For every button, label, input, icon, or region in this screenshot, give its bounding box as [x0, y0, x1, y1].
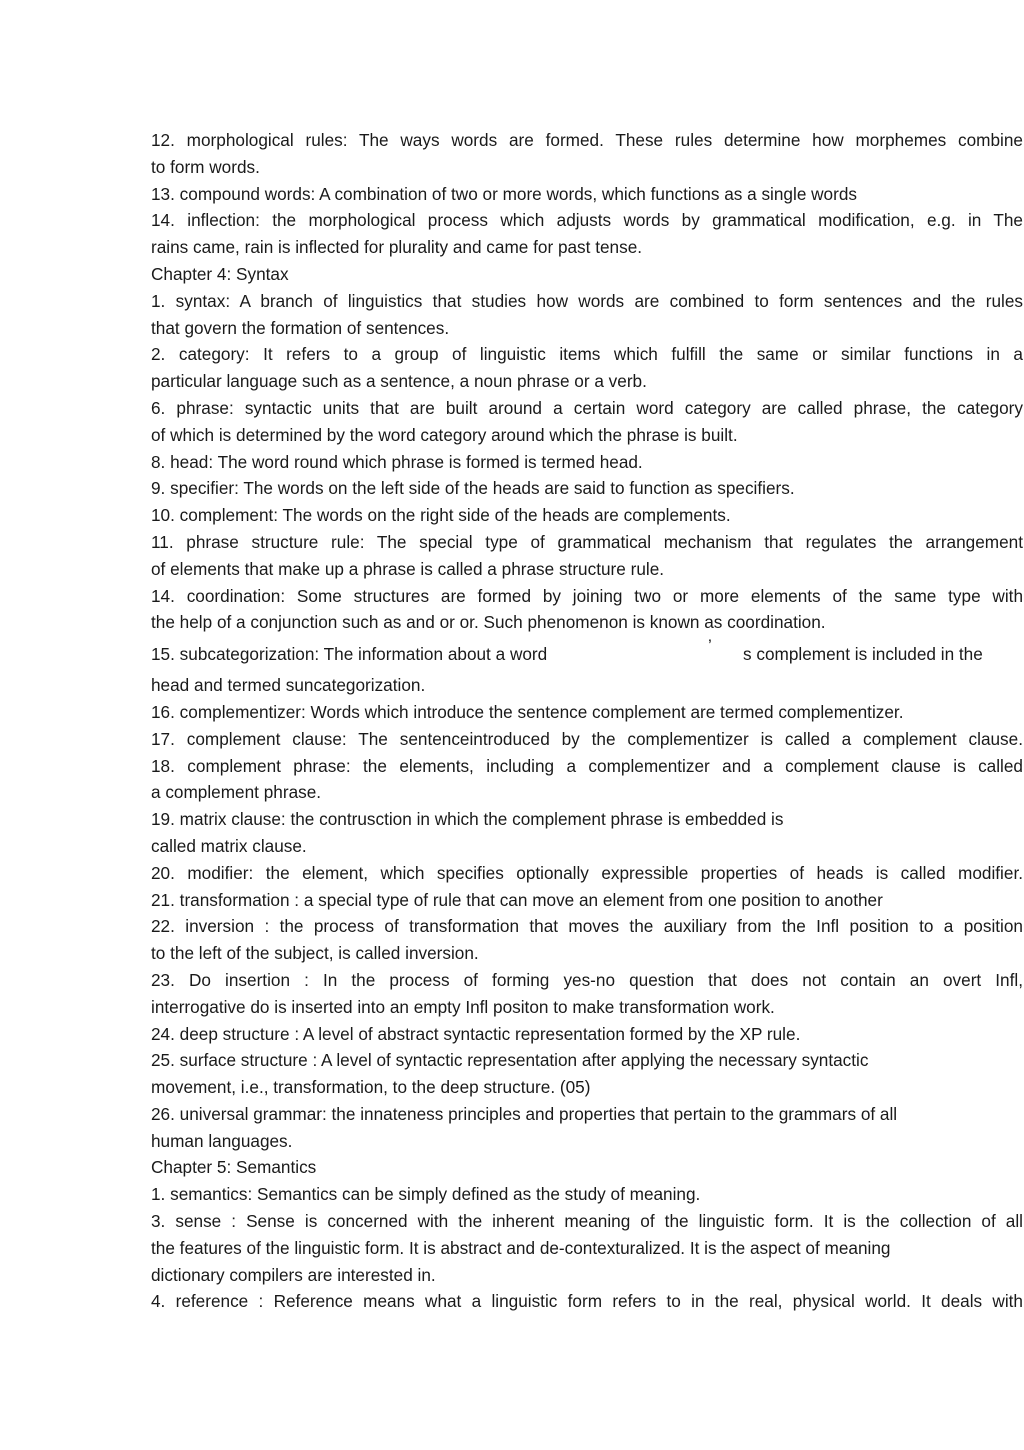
text-line: 24. deep structure : A level of abstract syntactic representation formed by the XP rule. — [151, 1023, 801, 1044]
text-line: 3. sense : Sense is concerned with the inherent meaning of the linguistic form. It is the collection of all — [151, 1211, 1023, 1232]
apostrophe-glyph: ’ — [708, 636, 712, 656]
text-line: 18. complement phrase: the elements, including a complementizer and a complement clause is called — [151, 755, 1023, 776]
text-block-lower — [151, 672, 1023, 1315]
text-block-upper — [151, 127, 1023, 636]
text-line: movement, i.e., transformation, to the deep structure. (05) — [151, 1077, 591, 1098]
text-segment: s complement is included in the — [743, 644, 983, 665]
text-line: 6. phrase: syntactic units that are built around a certain word category are called phrase, the category — [151, 397, 1023, 418]
text-line: 4. reference : Reference means what a linguistic form refers to in the real, physical world. It deals with — [151, 1291, 1023, 1312]
text-line: 8. head: The word round which phrase is formed is termed head. — [151, 451, 643, 472]
text-line: Chapter 5: Semantics — [151, 1157, 317, 1178]
text-line: the help of a conjunction such as and or or. Such phenomenon is known as coordination. — [151, 612, 826, 633]
text-line: 1. syntax: A branch of linguistics that studies how words are combined to form sentences and the rules — [151, 290, 1023, 311]
text-line: human languages. — [151, 1130, 293, 1151]
text-line: of which is determined by the word category around which the phrase is built. — [151, 424, 738, 445]
text-line: 22. inversion : the process of transformation that moves the auxiliary from the Infl position to a position — [151, 916, 1023, 937]
text-line: the features of the linguistic form. It is abstract and de-contexturalized. It is the aspect of meaning — [151, 1237, 891, 1258]
text-line: 13. compound words: A combination of two or more words, which functions as a single words — [151, 183, 857, 204]
text-line: interrogative do is inserted into an empty Infl positon to make transformation work. — [151, 996, 775, 1017]
text-line: 17. complement clause: The sentenceintroduced by the complementizer is called a complement clause. — [151, 728, 1023, 749]
text-line: to form words. — [151, 156, 260, 177]
text-line: rains came, rain is inflected for plurality and came for past tense. — [151, 237, 643, 258]
text-line: 9. specifier: The words on the left side of the heads are said to function as specifiers. — [151, 478, 795, 499]
text-line: 10. complement: The words on the right side of the heads are complements. — [151, 505, 731, 526]
text-line: particular language such as a sentence, a noun phrase or a verb. — [151, 371, 647, 392]
text-line: Chapter 4: Syntax — [151, 263, 289, 284]
text-line: 16. complementizer: Words which introduce the sentence complement are termed complementizer. — [151, 701, 904, 722]
text-line: 12. morphological rules: The ways words are formed. These rules determine how morphemes combine — [151, 130, 1023, 150]
text-line: to the left of the subject, is called inversion. — [151, 943, 479, 964]
text-segment: 15. subcategorization: The information about a word — [151, 644, 548, 665]
document-page — [151, 127, 1023, 1315]
text-line: 20. modifier: the element, which specifies optionally expressible properties of heads is called modifier. — [151, 862, 1023, 883]
text-line: 11. phrase structure rule: The special type of grammatical mechanism that regulates the arrangement — [151, 531, 1023, 552]
text-line: 14. inflection: the morphological process which adjusts words by grammatical modification, e.g. in The — [151, 210, 1023, 231]
text-line: dictionary compilers are interested in. — [151, 1264, 436, 1285]
text-line: head and termed suncategorization. — [151, 675, 426, 696]
text-line: 26. universal grammar: the innateness principles and properties that pertain to the grammars of all — [151, 1103, 898, 1124]
text-line: of elements that make up a phrase is called a phrase structure rule. — [151, 558, 665, 579]
text-line: a complement phrase. — [151, 782, 322, 803]
text-line: 25. surface structure : A level of syntactic representation after applying the necessary syntactic — [151, 1050, 869, 1071]
text-line: 2. category: It refers to a group of linguistic items which fulfill the same or similar functions in a — [151, 344, 1023, 365]
text-line: 14. coordination: Some structures are formed by joining two or more elements of the same type with — [151, 585, 1023, 606]
text-line-subcategorization — [151, 636, 1023, 672]
text-line: 21. transformation : a special type of rule that can move an element from one position to another — [151, 889, 883, 910]
text-line: called matrix clause. — [151, 835, 307, 856]
text-line: 19. matrix clause: the contrusction in which the complement phrase is embedded is — [151, 809, 784, 830]
text-line: 23. Do insertion : In the process of forming yes-no question that does not contain an overt Infl, — [151, 969, 1023, 990]
text-line: 1. semantics: Semantics can be simply defined as the study of meaning. — [151, 1184, 701, 1205]
text-line: that govern the formation of sentences. — [151, 317, 450, 338]
